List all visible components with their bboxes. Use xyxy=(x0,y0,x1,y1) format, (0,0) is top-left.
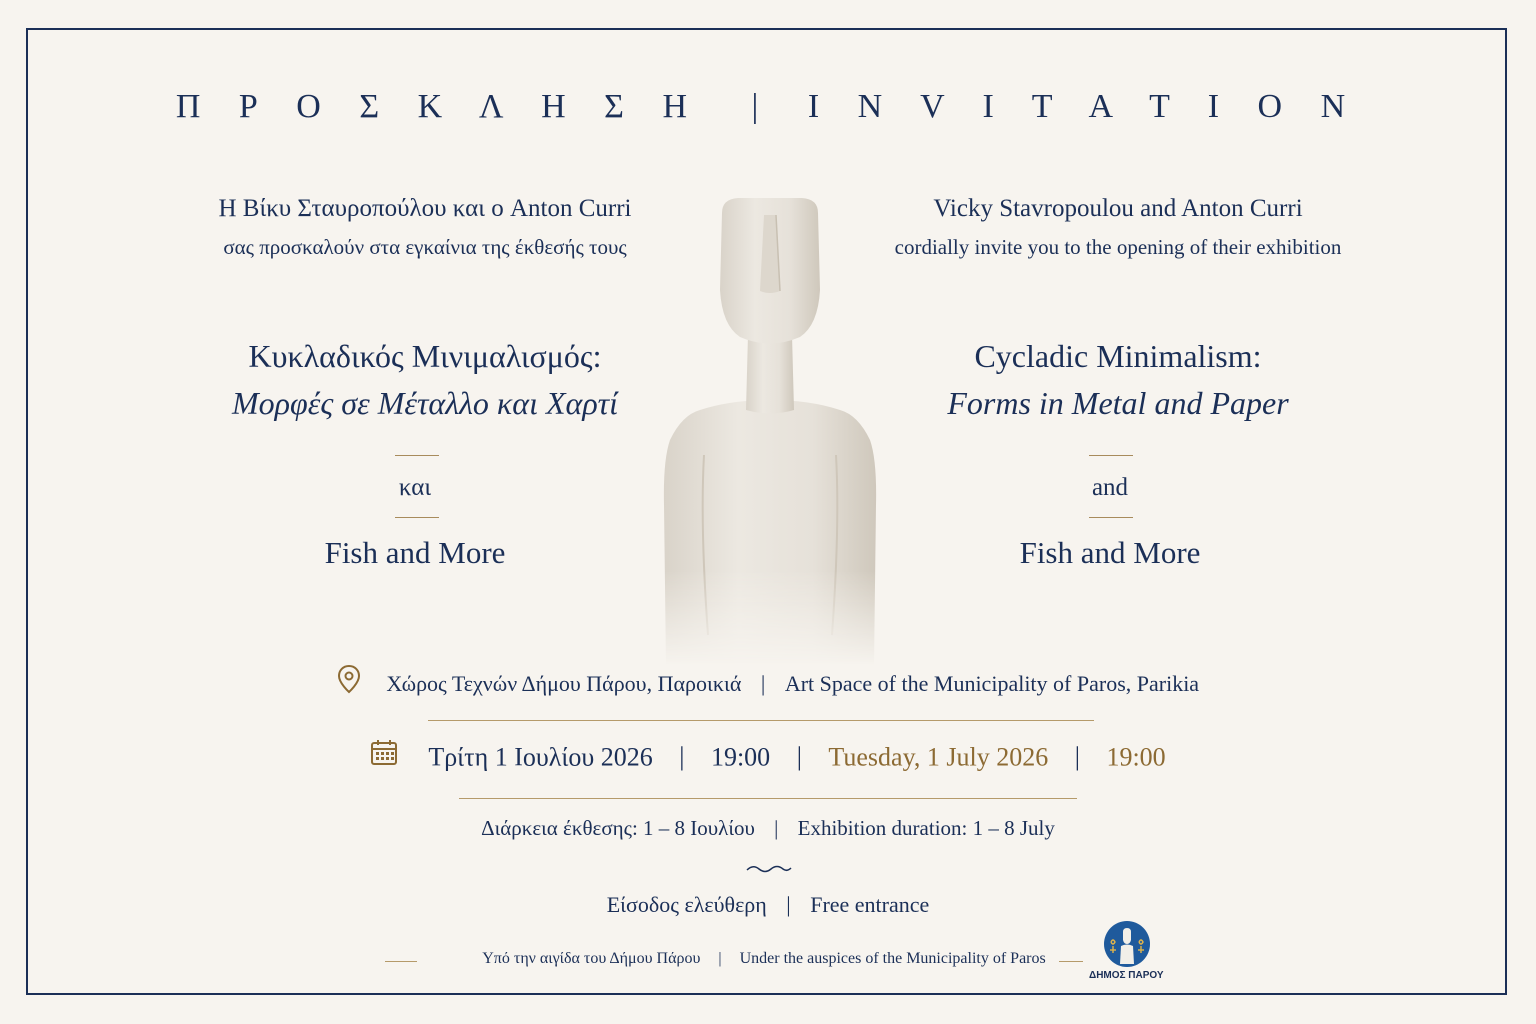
english-divider-bottom xyxy=(1089,517,1133,518)
date-english: Tuesday, 1 July 2026 xyxy=(828,742,1049,772)
auspices-greek: Υπό την αιγίδα του Δήμου Πάρου xyxy=(482,950,701,967)
entrance-english: Free entrance xyxy=(810,892,930,917)
english-conjunction: and xyxy=(1091,474,1129,501)
separator: | xyxy=(786,892,791,917)
english-divider-top xyxy=(1089,455,1133,456)
venue-english: Art Space of the Municipality of Paros, Parikia xyxy=(784,671,1200,697)
calendar-icon xyxy=(370,738,398,773)
separator: | xyxy=(796,742,802,772)
auspices-rule-right xyxy=(1059,961,1083,962)
divider-date xyxy=(459,798,1077,799)
english-exhibition-title: Cycladic Minimalism: xyxy=(974,338,1262,374)
greek-exhibition-title: Κυκλαδικός Μινιμαλισμός: xyxy=(248,338,602,374)
entrance-line xyxy=(0,892,1536,918)
municipality-emblem-icon xyxy=(1101,920,1153,968)
separator: | xyxy=(718,950,722,967)
greek-divider-bottom xyxy=(395,517,439,518)
english-invite-line: cordially invite you to the opening of their exhibition xyxy=(894,235,1342,259)
separator: | xyxy=(774,816,779,840)
invitation-title xyxy=(0,88,1536,126)
auspices-english: Under the auspices of the Municipality of Paros xyxy=(739,950,1046,967)
auspices-line xyxy=(0,950,1532,968)
duration-english: Exhibition duration: 1 – 8 July xyxy=(797,816,1055,840)
greek-exhibition-subtitle: Μορφές σε Μέταλλο και Χαρτί xyxy=(231,385,619,421)
english-exhibition-subtitle: Forms in Metal and Paper xyxy=(947,385,1289,421)
separator: | xyxy=(760,671,766,697)
duration-line xyxy=(0,816,1536,841)
date-greek: Τρίτη 1 Ιουλίου 2026 xyxy=(428,742,653,772)
location-pin-icon xyxy=(337,664,361,700)
divider-venue xyxy=(428,720,1094,721)
municipality-logo-text: ΔΗΜΟΣ ΠΑΡΟΥ xyxy=(1089,970,1164,981)
duration-greek: Διάρκεια έκθεσης: 1 – 8 Ιουλίου xyxy=(481,816,755,840)
entrance-greek: Είσοδος ελεύθερη xyxy=(606,892,767,917)
greek-second-exhibition: Fish and More xyxy=(324,535,506,570)
greek-invite-line: σας προσκαλούν στα εγκαίνια της έκθεσής τους xyxy=(223,235,627,259)
cycladic-figurine-image xyxy=(660,195,880,665)
venue-line xyxy=(0,668,1536,704)
wave-ornament-icon xyxy=(745,862,793,876)
title-greek: Π Ρ Ο Σ Κ Λ Η Σ Η xyxy=(175,88,702,125)
separator: | xyxy=(1074,742,1080,772)
venue-greek: Χώρος Τεχνών Δήμου Πάρου, Παροικιά xyxy=(386,671,742,697)
title-english: I N V I T A T I O N xyxy=(807,88,1361,125)
english-second-exhibition: Fish and More xyxy=(1019,535,1201,570)
greek-conjunction: και xyxy=(398,474,432,501)
greek-divider-top xyxy=(395,455,439,456)
date-line xyxy=(0,742,1536,777)
time-greek: 19:00 xyxy=(710,742,771,772)
municipality-logo xyxy=(1085,920,1169,982)
english-inviters: Vicky Stavropoulou and Anton Curri xyxy=(933,195,1303,222)
greek-inviters: Η Βίκυ Σταυροπούλου και ο Anton Curri xyxy=(218,195,632,222)
time-english: 19:00 xyxy=(1106,742,1166,772)
separator: | xyxy=(679,742,685,772)
title-separator: | xyxy=(751,88,759,125)
